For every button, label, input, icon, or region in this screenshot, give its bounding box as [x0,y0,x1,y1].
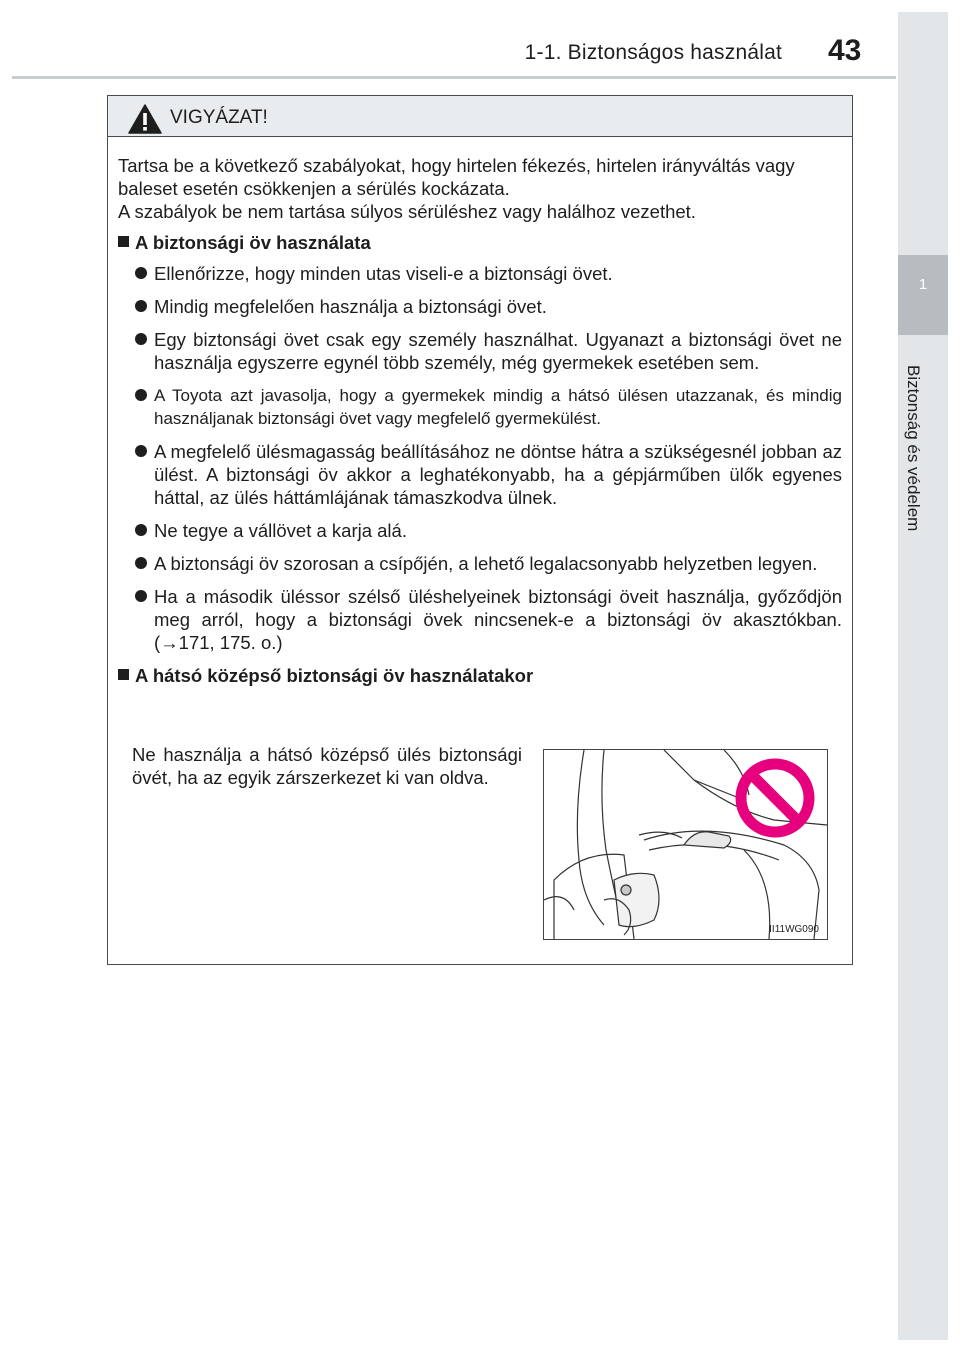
list-item: Ha a második üléssor szélső üléshelyeinek biztonsági öveit használja, győződjön meg arról, hogy a biztonsági övek nincsenek-e a biztonsági öv akasztókban. (→171, 175. o.) [132,585,842,654]
section-heading-seatbelt-use: A biztonsági öv használata [118,231,842,254]
list-item: Ne tegye a vállövet a karja alá. [132,519,842,542]
seatbelt-illustration [543,749,828,940]
chapter-title: Biztonság és védelem [904,365,923,532]
header-rule [12,76,896,79]
list-item: A biztonsági öv szorosan a csípőjén, a lehető legalacsonyabb helyzetben legyen. [132,552,842,575]
section-title: 1-1. Biztonságos használat [524,41,782,64]
warning-box [107,95,853,965]
page-number: 43 [828,34,862,67]
list-item: A Toyota azt javasolja, hogy a gyermekek mindig a hátsó ülésen utazzanak, és mindig használjanak biztonsági övet vagy megfelelő gyermekülést. [132,384,842,430]
warning-intro: Tartsa be a következő szabályokat, hogy hirtelen fékezés, hirtelen irányváltás vagy baleset esetén csökkenjen a sérülés kockázata. A szabályok be nem tartása súlyos sérüléshez vagy halálhoz vezethet. [118,155,795,222]
warning-label: VIGYÁZAT! [170,107,268,128]
seatbelt-drawing [544,750,827,939]
section-heading-rear-center-belt: A hátsó középső biztonsági öv használatakor [118,664,842,687]
list-item: Ellenőrizze, hogy minden utas viseli-e a biztonsági övet. [132,262,842,285]
list-item: Mindig megfelelően használja a biztonsági övet. [132,295,842,318]
side-tab-top [898,12,948,255]
list-item: Egy biztonsági övet csak egy személy használhat. Ugyanazt a biztonsági övet ne használja egyszerre egynél több személy, még gyermekek esetében sem. [132,328,842,374]
chapter-number: 1 [898,255,948,335]
prohibition-icon [741,764,809,832]
illustration-code: II11WG090 [769,924,819,935]
warning-triangle-icon [128,104,162,134]
warning-content [118,154,842,695]
list-item: A megfelelő ülésmagasság beállításához ne döntse hátra a szükségesnél jobban az ülést. A biztonsági öv akkor a leghatékonyabb, ha a gépjárműben ülők egyenes háttal, az ülés háttámlájának támaszkodva ülnek. [132,440,842,509]
rear-center-belt-text: Ne használja a hátsó középső ülés biztonsági övét, ha az egyik zárszerkezet ki van oldva. [132,744,522,788]
warning-header [108,96,852,137]
